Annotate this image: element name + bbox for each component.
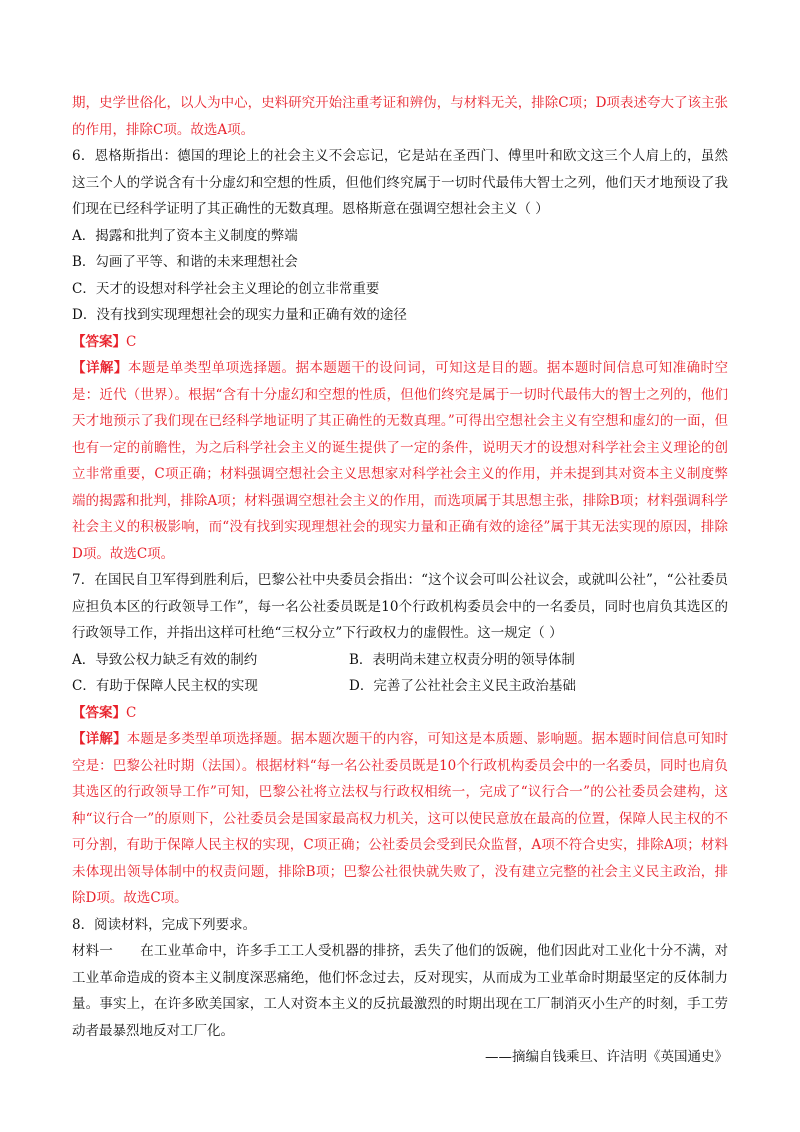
material-1-label: 材料一: [72, 943, 114, 959]
answer-label: 【答案】: [72, 704, 126, 721]
question-7-option-b: B．表明尚未建立权责分明的领导体制: [349, 651, 575, 668]
question-7-answer: [72, 700, 728, 727]
question-7-options-row-2: [72, 673, 728, 700]
question-6-option-d: D．没有找到实现理想社会的现实力量和正确有效的途径: [72, 307, 407, 323]
answer-value: C: [126, 704, 137, 721]
question-6-option-c: C．天才的设想对科学社会主义理论的创立非常重要: [72, 280, 380, 297]
explanation-text: 本题是单类型单项选择题。据本题题干的设问词，可知这是目的题。据本题时间信息可知准确时空是：近代（世界）。根据“含有十分虚幻和空想的性质，但他们终究是属于一切时代最伟大的智士之列的，他们天才地预示了我们现在已经科学地证明了其正确性的无数真理。”可得出空想社会主义有空想和虚幻的一面，但也有一定的前瞻性，为之后科学社会主义的诞生提供了一定的条件，说明天才的设想对科学社会主义理论的创立非常重要，C项正确；材料强调空想社会主义思想家对科学社会主义的作用，并未提到其对资本主义制度弊端的揭露和批判，排除A项；材料强调空想社会主义的作用，而选项属于其思想主张，排除B项；材料强调科学社会主义的积极影响，而“没有找到实现理想社会的现实力量和正确有效的途径”属于其无法实现的原因，排除D项。故选C项。: [72, 360, 729, 562]
question-6-stem: 6．恩格斯指出：德国的理论上的社会主义不会忘记，它是站在圣西门、傅里叶和欧文这三个人肩上的，虽然这三个人的学说含有十分虚幻和空想的性质，但他们终究属于一切时代最伟大智士之列，他们天才地预设了我们现在已经科学证明了其正确性的无数真理。恩格斯意在强调空想社会主义（ ）: [72, 148, 728, 217]
question-8-stem: 8．阅读材料，完成下列要求。: [72, 916, 257, 933]
answer-value: C: [126, 333, 137, 350]
question-7-option-c: C．有助于保障人民主权的实现: [72, 678, 258, 694]
explanation-label: 【详解】: [72, 360, 128, 376]
material-1: [72, 938, 728, 1044]
explanation-text: 本题是多类型单项选择题。据本题次题干的内容，可知这是本质题、影响题。据本题时间信息可知时空是：巴黎公社时期（法国）。根据材料“每一名公社委员既是10个行政机构委员会中的一名委员，同时也肩负其选区的行政领导工作”可知，巴黎公社将立法权与行政权相统一，完成了“议行合一”的公社委员会建构，这种“议行合一”的原则下，公社委员会是国家最高权力机关，这可以使民意放在最高的位置，保障人民主权的不可分割，有助于保障人民主权的实现，C项正确；公社委员会受到民众监督，A项不符合史实，排除A项；材料未体现出领导体制中的权责问题，排除B项；巴黎公社很快就失败了，没有建立完整的社会主义民主政治，排除D项。故选C项。: [72, 731, 729, 906]
question-6-explanation: [72, 355, 728, 567]
question-6-option-b: B．勾画了平等、和谐的未来理想社会: [72, 254, 298, 270]
question-6-option-a: A．揭露和批判了资本主义制度的弊端: [72, 227, 298, 244]
answer-label: 【答案】: [72, 333, 126, 350]
material-1-text: 在工业革命中，许多手工工人受机器的排挤，丢失了他们的饭碗，他们因此对工业化十分不满，对工业革命造成的资本主义制度深恶痛绝，他们怀念过去，反对现实，从而成为工业革命时期最坚定的反体制力量。事实上，在许多欧美国家，工人对资本主义的反抗最激烈的时期出现在工厂制消灭小生产的时刻，手工劳动者最暴烈地反对工厂化。: [72, 943, 729, 1039]
question-7-explanation: [72, 726, 728, 912]
question-7-option-a: A．导致公权力缺乏有效的制约: [72, 651, 258, 668]
document-body: [72, 90, 728, 1071]
material-1-source: ——摘编自钱乘旦、许洁明《英国通史》: [485, 1049, 728, 1065]
question-7-stem: 7．在国民自卫军得到胜利后，巴黎公社中央委员会指出：“这个议会可叫公社议会，或就叫公社”，“公社委员应担负本区的行政领导工作”，每一名公社委员既是10个行政机构委员会中的一名委员，同时也肩负其选区的行政领导工作，并指出这样可杜绝“三权分立”下行政权力的虚假性。这一规定（ ）: [72, 572, 728, 641]
question-7-option-d: D．完善了公社社会主义民主政治基础: [349, 678, 576, 694]
explanation-label: 【详解】: [72, 731, 127, 747]
question-6-answer: [72, 329, 728, 356]
question-7-options-row-1: [72, 647, 728, 674]
previous-explanation-tail: 期，史学世俗化，以人为中心，史料研究开始注重考证和辨伪，与材料无关，排除C项；D项表述夸大了该主张的作用，排除C项。故选A项。: [72, 95, 728, 138]
